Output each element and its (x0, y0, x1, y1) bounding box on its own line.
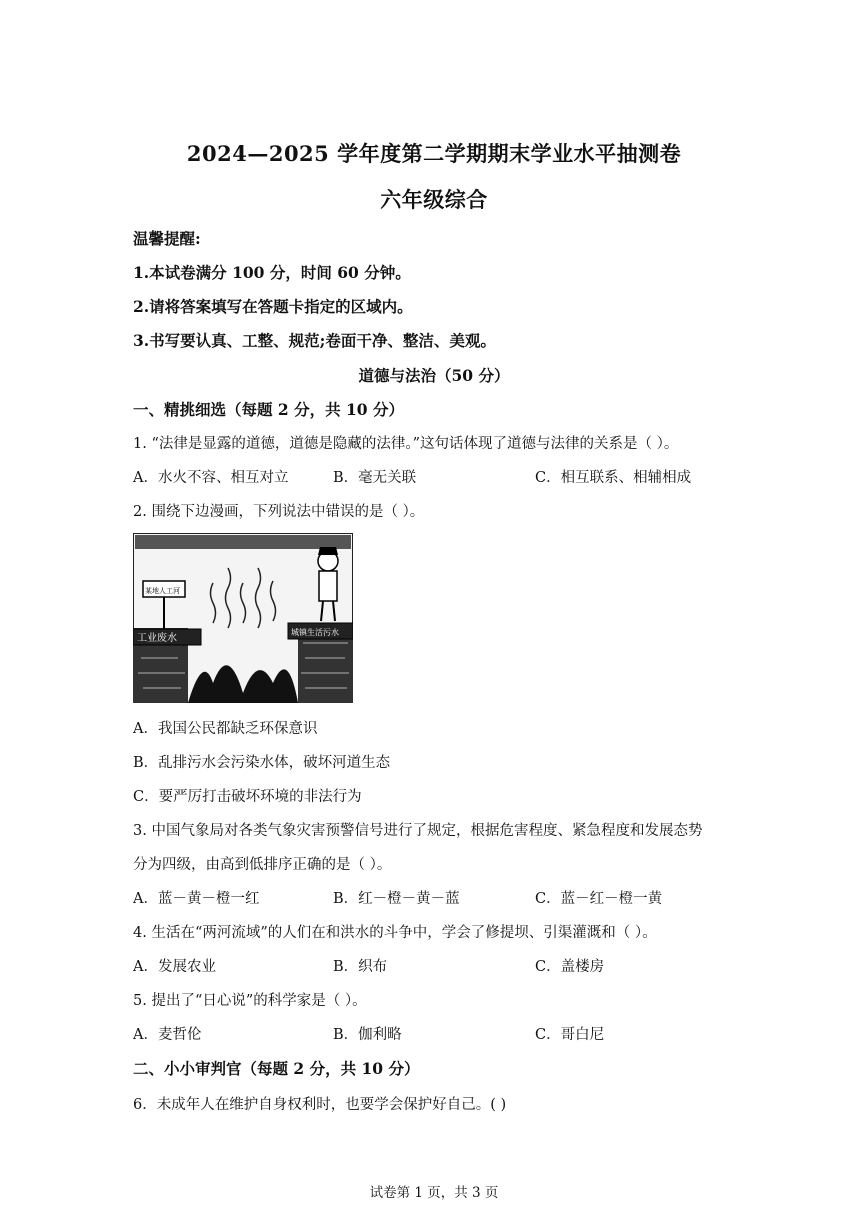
sign-label: 某地人工河 (145, 587, 180, 595)
question-stem: 4. 生活在“两河流域”的人们在和洪水的斗争中，学会了修提坝、引渠灌溉和（ ）。 (133, 925, 657, 941)
question-stem: 5. 提出了“日心说”的科学家是（ ）。 (133, 993, 367, 1009)
question-stem: 3. 中国气象局对各类气象灾害预警信号进行了规定，根据危害程度、紧急程度和发展态势 (133, 823, 703, 839)
option-a: A．麦哲伦 (133, 1027, 202, 1043)
option-c: C．要严厉打击破坏环境的非法行为 (133, 789, 362, 805)
question-stem: 6．未成年人在维护自身权利时，也要学会保护好自己。( ) (133, 1097, 507, 1113)
notice-item: 2.请将答案填写在答题卡指定的区域内。 (133, 297, 413, 316)
option-a: A．我国公民都缺乏环保意识 (133, 721, 318, 737)
subject-title: 道德与法治（50 分） (358, 366, 510, 385)
option-b: B．红－橙－黄－蓝 (333, 891, 460, 907)
question-stem: 2. 围绕下边漫画，下列说法中错误的是（ ）。 (133, 504, 425, 520)
option-c: C．哥白尼 (535, 1027, 605, 1043)
pipe-label-domestic: 城镇生活污水 (291, 628, 339, 637)
notice-item: 1.本试卷满分 100 分，时间 60 分钟。 (133, 263, 411, 282)
option-b: B．织布 (333, 959, 388, 975)
pipe-label-industrial: 工业废水 (137, 633, 177, 644)
page-footer: 试卷第 1 页，共 3 页 (369, 1185, 499, 1201)
section-heading: 二、小小审判官（每题 2 分，共 10 分） (133, 1059, 420, 1078)
notice-item: 3.书写要认真、工整、规范;卷面干净、整洁、美观。 (133, 331, 496, 350)
question-stem-cont: 分为四级，由高到低排序正确的是（ ）。 (133, 857, 392, 873)
option-c: C．相互联系、相辅相成 (535, 470, 692, 486)
option-b: B．伽利略 (333, 1027, 402, 1043)
option-b: B．乱排污水会污染水体，破坏河道生态 (133, 755, 391, 771)
option-c: C．盖楼房 (535, 959, 605, 975)
option-b: B．毫无关联 (333, 470, 417, 486)
question-stem: 1. “法律是显露的道德，道德是隐藏的法律。”这句话体现了道德与法律的关系是（ ）。 (133, 436, 679, 452)
notice-heading: 温馨提醒: (133, 229, 201, 248)
option-c: C．蓝－红－橙一黄 (535, 891, 663, 907)
option-a: A．蓝－黄－橙一红 (133, 891, 260, 907)
option-a: A．水火不容、相互对立 (133, 470, 289, 486)
option-a: A．发展农业 (133, 959, 216, 975)
exam-title: 2024—2025 学年度第二学期期末学业水平抽测卷 (186, 141, 682, 166)
section-heading: 一、精挑细选（每题 2 分，共 10 分） (133, 400, 404, 419)
exam-subtitle: 六年级综合 (380, 187, 488, 212)
pollution-cartoon (133, 533, 353, 703)
